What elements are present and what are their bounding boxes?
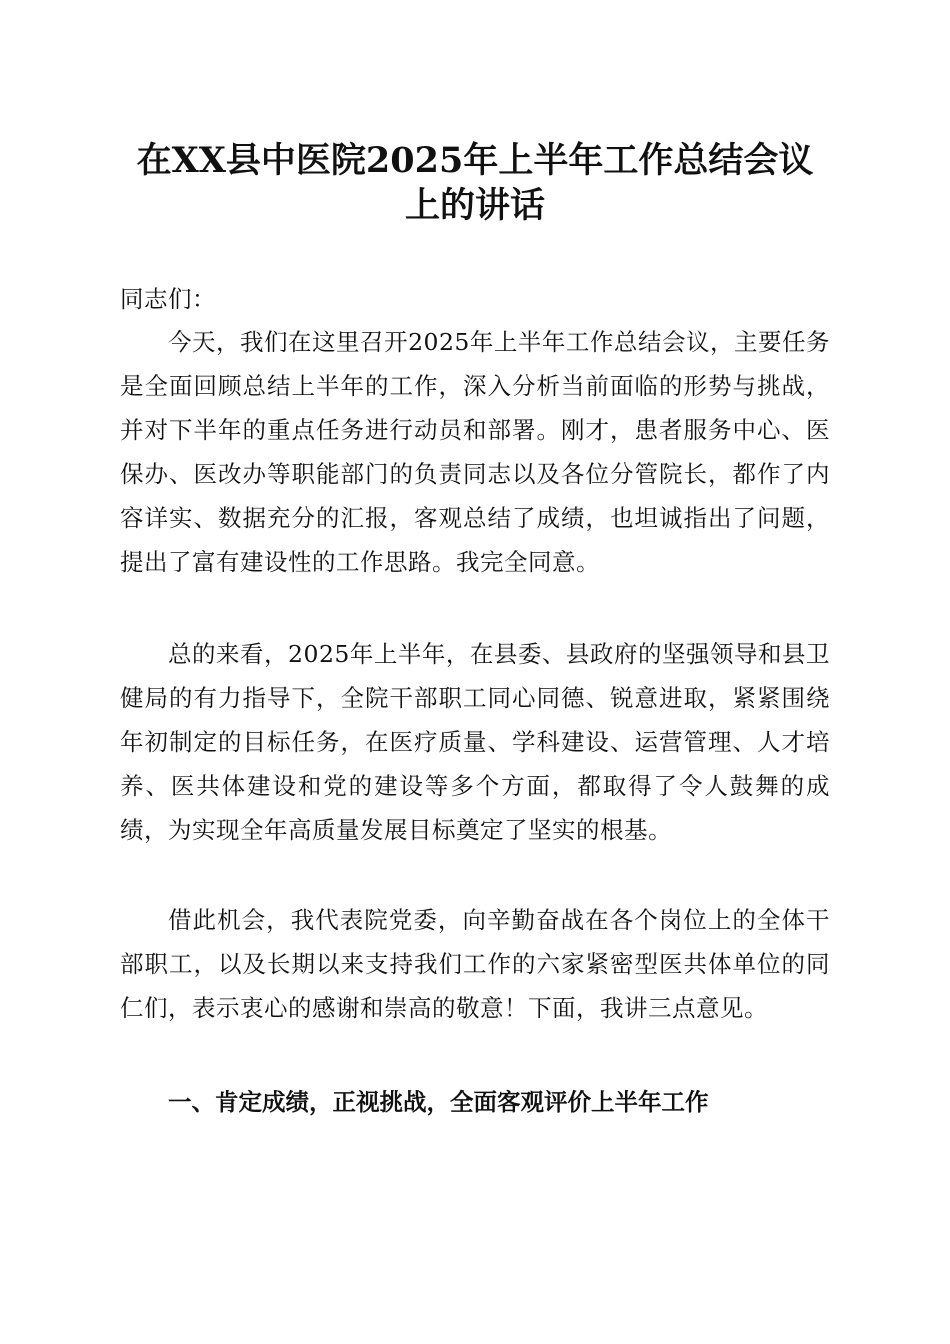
greeting: 同志们： [120, 285, 216, 313]
paragraph-2: 总的来看，2025年上半年，在县委、县政府的坚强领导和县卫健局的有力指导下，全院干部职工同心同德、锐意进取，紧紧围绕年初制定的目标任务，在医疗质量、学科建设、运营管理、人才培养、医共体建设和党的建设等多个方面，都取得了令人鼓舞的成绩，为实现全年高质量发展目标奠定了坚实的根基。 [120, 640, 830, 844]
document-title-line-2: 上的讲话 [404, 185, 545, 226]
paragraph-1: 今天，我们在这里召开2025年上半年工作总结会议，主要任务是全面回顾总结上半年的工作，深入分析当前面临的形势与挑战，并对下半年的重点任务进行动员和部署。刚才，患者服务中心、医保办、医改办等职能部门的负责同志以及各位分管院长，都作了内容详实、数据充分的汇报，客观总结了成绩，也坦诚指出了问题，提出了富有建设性的工作思路。我完全同意。 [120, 328, 830, 576]
section-heading-1: 一、肯定成绩，正视挑战，全面客观评价上半年工作 [168, 1088, 709, 1116]
document-title-line-1: 在XX县中医院2025年上半年工作总结会议 [136, 140, 814, 181]
paragraph-3: 借此机会，我代表院党委，向辛勤奋战在各个岗位上的全体干部职工，以及长期以来支持我们工作的六家紧密型医共体单位的同仁们，表示衷心的感谢和崇高的敬意！下面，我讲三点意见。 [120, 906, 830, 1022]
